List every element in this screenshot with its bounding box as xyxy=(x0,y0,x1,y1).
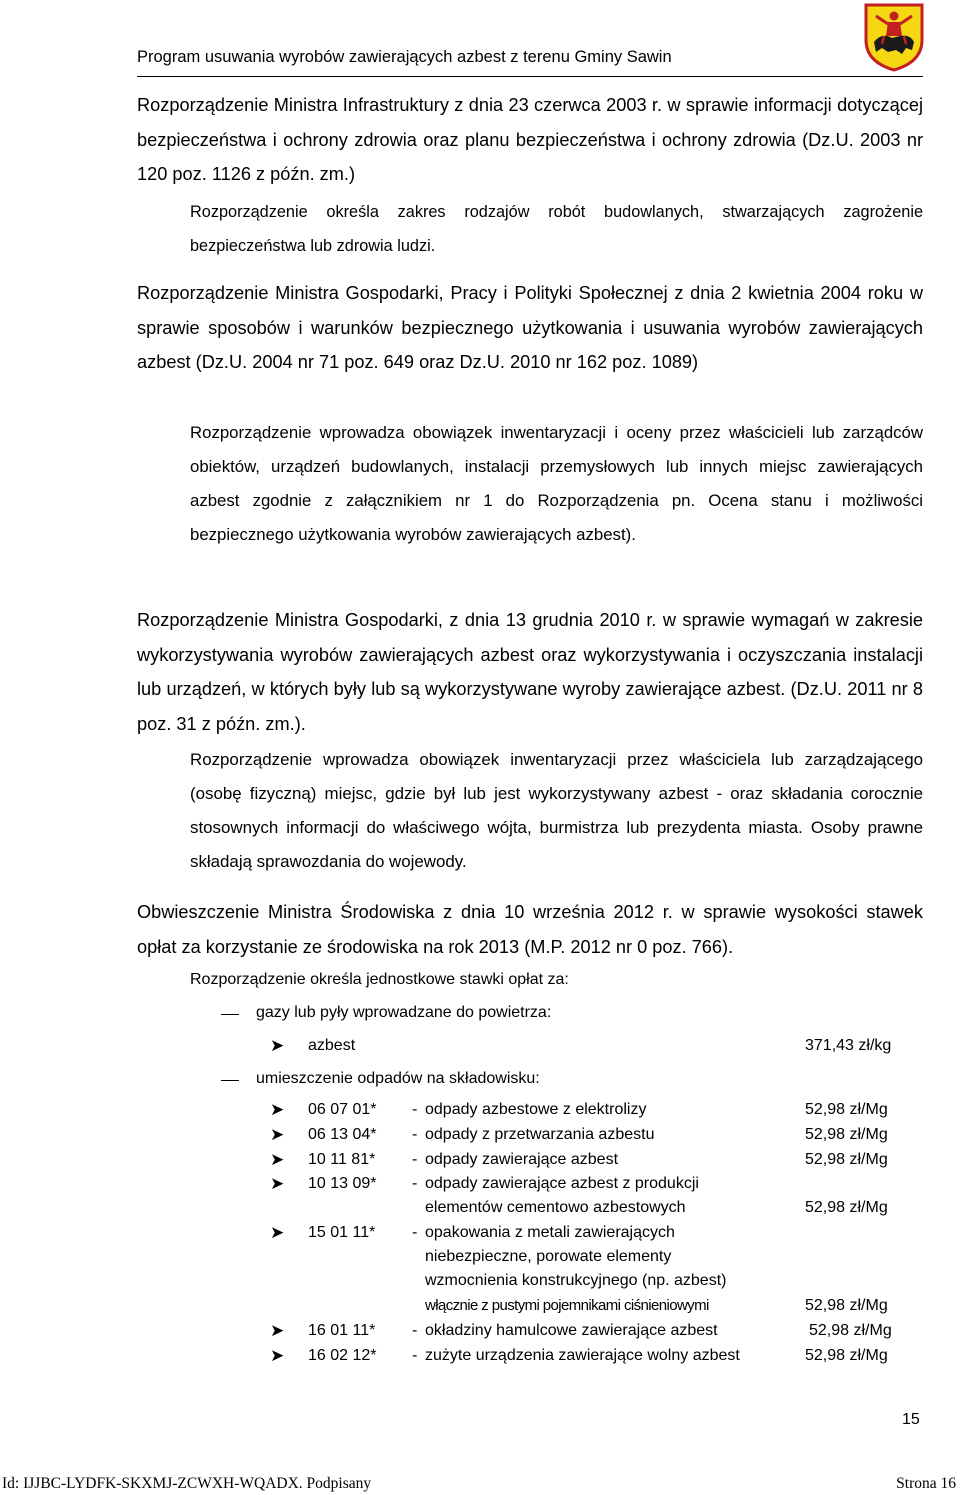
municipal-crest-icon xyxy=(862,2,926,72)
waste-description: okładziny hamulcowe zawierające azbest xyxy=(425,1322,718,1339)
arrowhead-bullet-icon: ➤ xyxy=(270,1174,285,1193)
arrowhead-bullet-icon: ➤ xyxy=(270,1125,285,1144)
waste-rate: 52,98 zł/Mg xyxy=(805,1347,888,1364)
regulation-title: Obwieszczenie Ministra Środowiska z dnia 10 września 2012 r. w sprawie wysokości stawek opłat za korzystanie ze środowiska na rok 2013 (M.P. 2012 nr 0 poz. 766). xyxy=(137,902,923,957)
waste-dash: - xyxy=(412,1101,418,1118)
regulation-title: Rozporządzenie Ministra Gospodarki, Pracy i Polityki Społecznej z dnia 2 kwietnia 2004 roku w sprawie sposobów i warunków bezpiecznego użytkowania i usuwania wyrobów zawierających azbest (Dz.U. 2004 nr 71 poz. 649 oraz Dz.U. 2010 nr 162 poz. 1089) xyxy=(137,283,923,372)
waste-code: 10 11 81* xyxy=(308,1151,376,1168)
waste-dash: - xyxy=(412,1347,418,1364)
fee-item-name: azbest xyxy=(308,1037,356,1054)
page-number: 15 xyxy=(902,1411,920,1428)
waste-dash: - xyxy=(412,1175,418,1192)
fee-category-label: gazy lub pyły wprowadzane do powietrza: xyxy=(256,1004,552,1021)
waste-rate: 52,98 zł/Mg xyxy=(805,1199,888,1216)
regulation-description: Rozporządzenie określa jednostkowe stawki opłat za: xyxy=(190,971,569,988)
arrowhead-bullet-icon: ➤ xyxy=(270,1150,285,1169)
regulation-description: Rozporządzenie określa zakres rodzajów robót budowlanych, stwarzających zagrożenie bezpieczeństwa lub zdrowia ludzi. xyxy=(190,203,923,255)
waste-rate: 52,98 zł/Mg xyxy=(805,1101,888,1118)
page-header-title: Program usuwania wyrobów zawierających azbest z terenu Gminy Sawin xyxy=(137,48,672,66)
waste-code: 10 13 09* xyxy=(308,1175,377,1192)
arrowhead-bullet-icon: ➤ xyxy=(270,1346,285,1365)
waste-dash: - xyxy=(412,1151,418,1168)
waste-description: wzmocnienia konstrukcyjnego (np. azbest) xyxy=(425,1272,727,1289)
arrowhead-bullet-icon: ➤ xyxy=(270,1100,285,1119)
waste-code: 16 01 11* xyxy=(308,1322,376,1339)
waste-code: 06 13 04* xyxy=(308,1126,377,1143)
waste-description: niebezpieczne, porowate elementy xyxy=(425,1248,672,1265)
waste-code: 15 01 11* xyxy=(308,1224,376,1241)
fee-category-label: umieszczenie odpadów na składowisku: xyxy=(256,1070,540,1087)
waste-description: włącznie z pustymi pojemnikami ciśnieniowymi xyxy=(425,1297,709,1314)
waste-description: zużyte urządzenia zawierające wolny azbest xyxy=(425,1347,740,1364)
arrowhead-bullet-icon: ➤ xyxy=(270,1223,285,1242)
dash-bullet-icon xyxy=(221,1080,239,1081)
waste-description: odpady zawierające azbest z produkcji xyxy=(425,1175,699,1192)
arrowhead-bullet-icon: ➤ xyxy=(270,1036,285,1055)
waste-dash: - xyxy=(412,1224,418,1241)
signature-id: Id: IJJBC-LYDFK-SKXMJ-ZCWXH-WQADX. Podpisany xyxy=(2,1475,372,1492)
waste-description: odpady zawierające azbest xyxy=(425,1151,619,1168)
arrowhead-bullet-icon: ➤ xyxy=(270,1321,285,1340)
regulation-title: Rozporządzenie Ministra Infrastruktury z dnia 23 czerwca 2003 r. w sprawie informacji dotyczącej bezpieczeństwa i ochrony zdrowia oraz planu bezpieczeństwa i ochrony zdrowia (Dz.U. 2003 nr 120 poz. 1126 z późn. zm.) xyxy=(137,95,923,184)
regulation-description: Rozporządzenie wprowadza obowiązek inwentaryzacji przez właściciela lub zarządzającego (osobę fizyczną) miejsc, gdzie był lub jest wykorzystywany azbest - oraz składania corocznie stosownych informacji do właściwego wójta, burmistrza lub prezydenta miasta. Osoby prawne składają sprawozdania do wojewody. xyxy=(190,750,923,871)
waste-dash: - xyxy=(412,1322,418,1339)
waste-rate: 52,98 zł/Mg xyxy=(805,1297,888,1314)
waste-description: elementów cementowo azbestowych xyxy=(425,1199,686,1216)
fee-item-rate: 371,43 zł/kg xyxy=(805,1037,892,1054)
header-rule xyxy=(137,76,923,77)
waste-description: odpady z przetwarzania azbestu xyxy=(425,1126,655,1143)
regulation-title: Rozporządzenie Ministra Gospodarki, z dnia 13 grudnia 2010 r. w sprawie wymagań w zakresie wykorzystywania wyrobów zawierających azbest oraz wykorzystywania i oczyszczania instalacji lub urządzeń, w których były lub są wykorzystywane wyroby zawierające azbest. (Dz.U. 2011 nr 8 poz. 31 z późn. zm.). xyxy=(137,610,923,734)
waste-dash: - xyxy=(412,1126,418,1143)
footer-page-label: Strona 16 xyxy=(896,1475,956,1492)
waste-code: 06 07 01* xyxy=(308,1101,377,1118)
dash-bullet-icon xyxy=(221,1014,239,1015)
waste-rate: 52,98 zł/Mg xyxy=(809,1322,892,1339)
regulation-description: Rozporządzenie wprowadza obowiązek inwentaryzacji i oceny przez właścicieli lub zarządców obiektów, urządzeń budowlanych, instalacji przemysłowych lub innych miejsc zawierających azbest zgodnie z załącznikiem nr 1 do Rozporządzenia pn. Ocena stanu i możliwości bezpiecznego użytkowania wyrobów zawierających azbest). xyxy=(190,423,923,544)
waste-description: opakowania z metali zawierających xyxy=(425,1224,675,1241)
waste-rate: 52,98 zł/Mg xyxy=(805,1126,888,1143)
waste-description: odpady azbestowe z elektrolizy xyxy=(425,1101,647,1118)
waste-code: 16 02 12* xyxy=(308,1347,377,1364)
waste-rate: 52,98 zł/Mg xyxy=(805,1151,888,1168)
